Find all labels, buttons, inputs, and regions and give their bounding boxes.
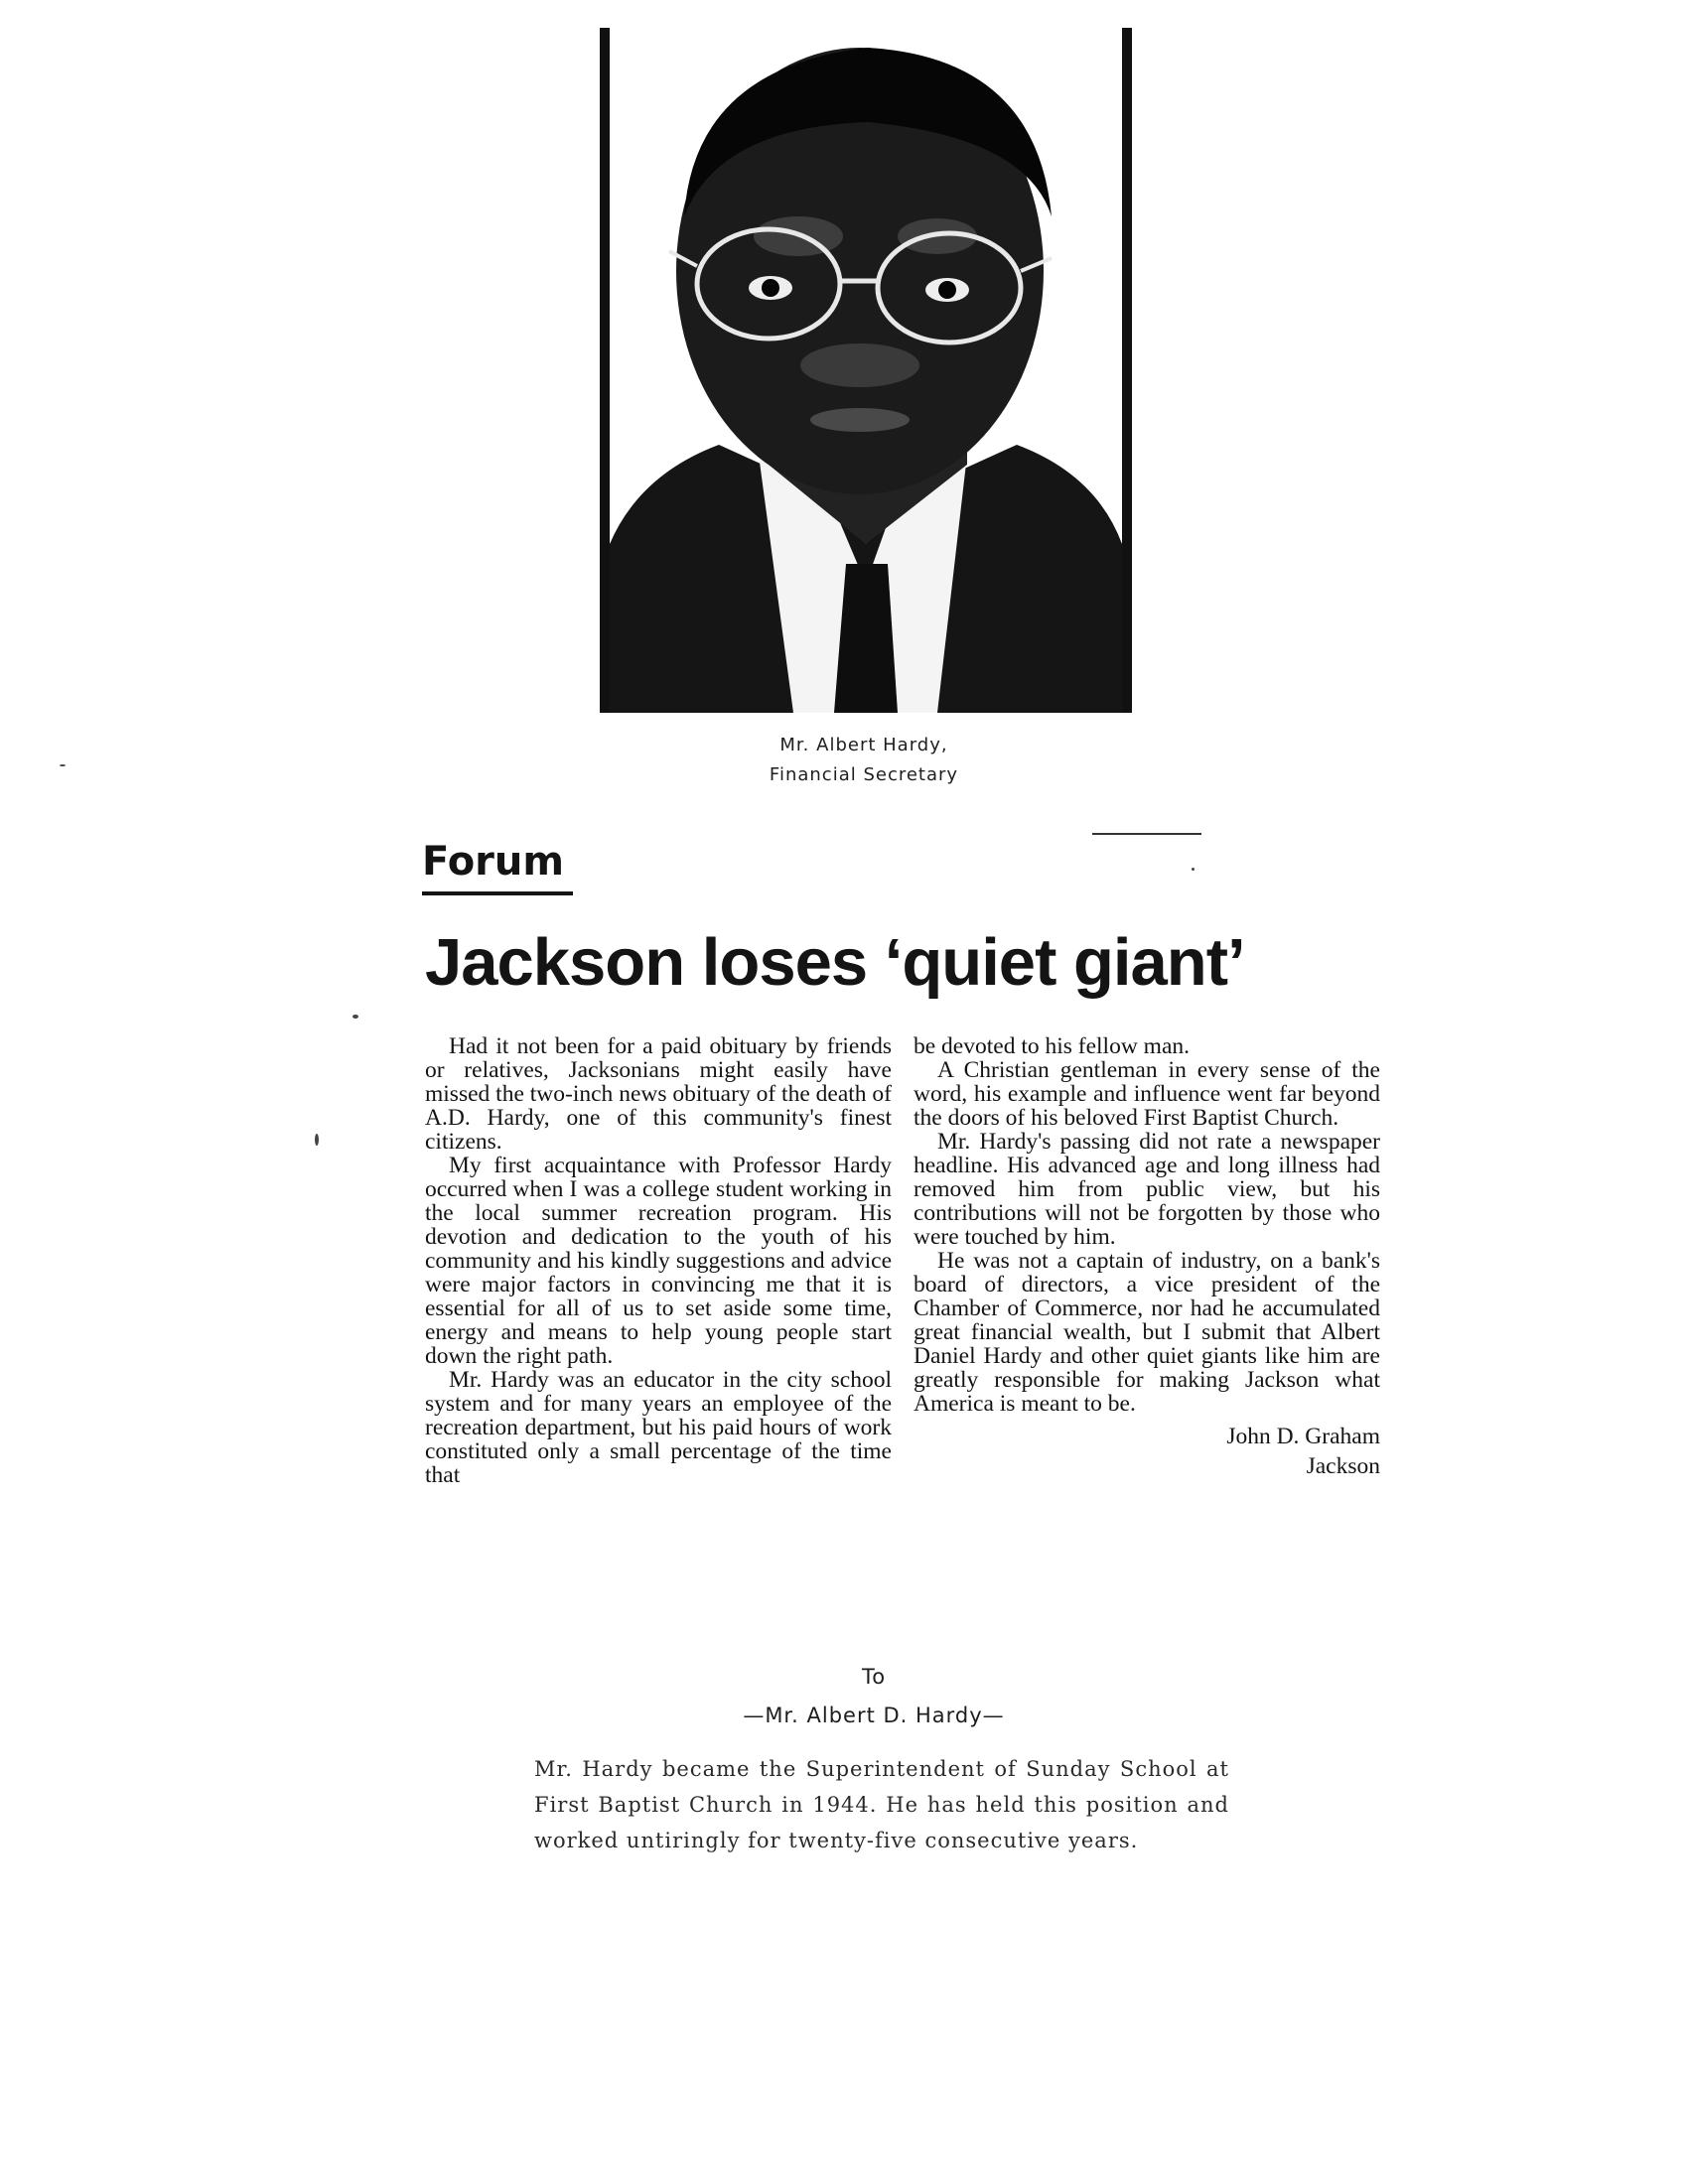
dedication-text: Mr. Hardy became the Superintendent of Sunday School at First Baptist Church in 1944. He has held this position and worked untiringly for twenty-five consecutive years. bbox=[534, 1757, 1229, 1852]
article-paragraph: be devoted to his fellow man. bbox=[914, 1033, 1191, 1059]
scan-speck bbox=[60, 764, 66, 766]
article-signature bbox=[914, 1422, 1380, 1481]
scan-speck bbox=[1192, 868, 1195, 871]
caption-title: Financial Secretary bbox=[769, 764, 959, 785]
caption-name: Mr. Albert Hardy, bbox=[779, 735, 948, 755]
portrait-icon bbox=[600, 28, 1132, 713]
photo-caption bbox=[695, 731, 1033, 790]
author-name: John D. Graham bbox=[1226, 1424, 1380, 1449]
section-underline bbox=[422, 891, 573, 895]
scan-speck bbox=[315, 1134, 319, 1146]
article-column-left bbox=[425, 1034, 892, 1487]
article-paragraph: My first acquaintance with Professor Hardy occurred when I was a college student working in the local summer recreation program. His devotion and dedication to the youth of his community and his kindly suggestions and advice were major factors in convincing me that it is essential for all of us to set aside some time, energy and means to help young people start down the right path. bbox=[425, 1153, 892, 1369]
dedication-heading bbox=[596, 1658, 1152, 1735]
article-paragraph: Mr. Hardy was an educator in the city school system and for many years an employee of the recreation department, but his paid hours of work constituted only a small percentage of the time that bbox=[425, 1367, 892, 1488]
scan-speck bbox=[352, 1015, 358, 1019]
article-paragraph: Had it not been for a paid obituary by friends or relatives, Jacksonians might easily have missed the two-inch news obituary of the death of A.D. Hardy, one of this community's finest citizens. bbox=[425, 1033, 892, 1155]
divider bbox=[1092, 833, 1201, 835]
section-label: Forum bbox=[422, 839, 565, 885]
portrait-photo bbox=[600, 28, 1132, 713]
author-location: Jackson bbox=[1306, 1453, 1380, 1479]
dedication-to: To bbox=[861, 1665, 887, 1689]
headline: Jackson loses ‘quiet giant’ bbox=[425, 925, 1245, 1000]
dedication-name: —Mr. Albert D. Hardy— bbox=[743, 1704, 1005, 1727]
article-paragraph: A Christian gentleman in every sense of the word, his example and influence went far beyond the doors of his beloved First Baptist Church. bbox=[914, 1057, 1380, 1131]
article-paragraph: He was not a captain of industry, on a bank's board of directors, a vice president of the Chamber of Commerce, nor had he accumulated great financial wealth, but I submit that Albert Daniel Hardy and other quiet giants like him are greatly responsible for making Jackson what America is meant to be. bbox=[914, 1248, 1380, 1417]
article-paragraph: Mr. Hardy's passing did not rate a newspaper headline. His advanced age and long illness had removed him from public view, but his contributions will not be forgotten by those who were touched by him. bbox=[914, 1129, 1380, 1250]
article-column-right bbox=[914, 1034, 1380, 1481]
